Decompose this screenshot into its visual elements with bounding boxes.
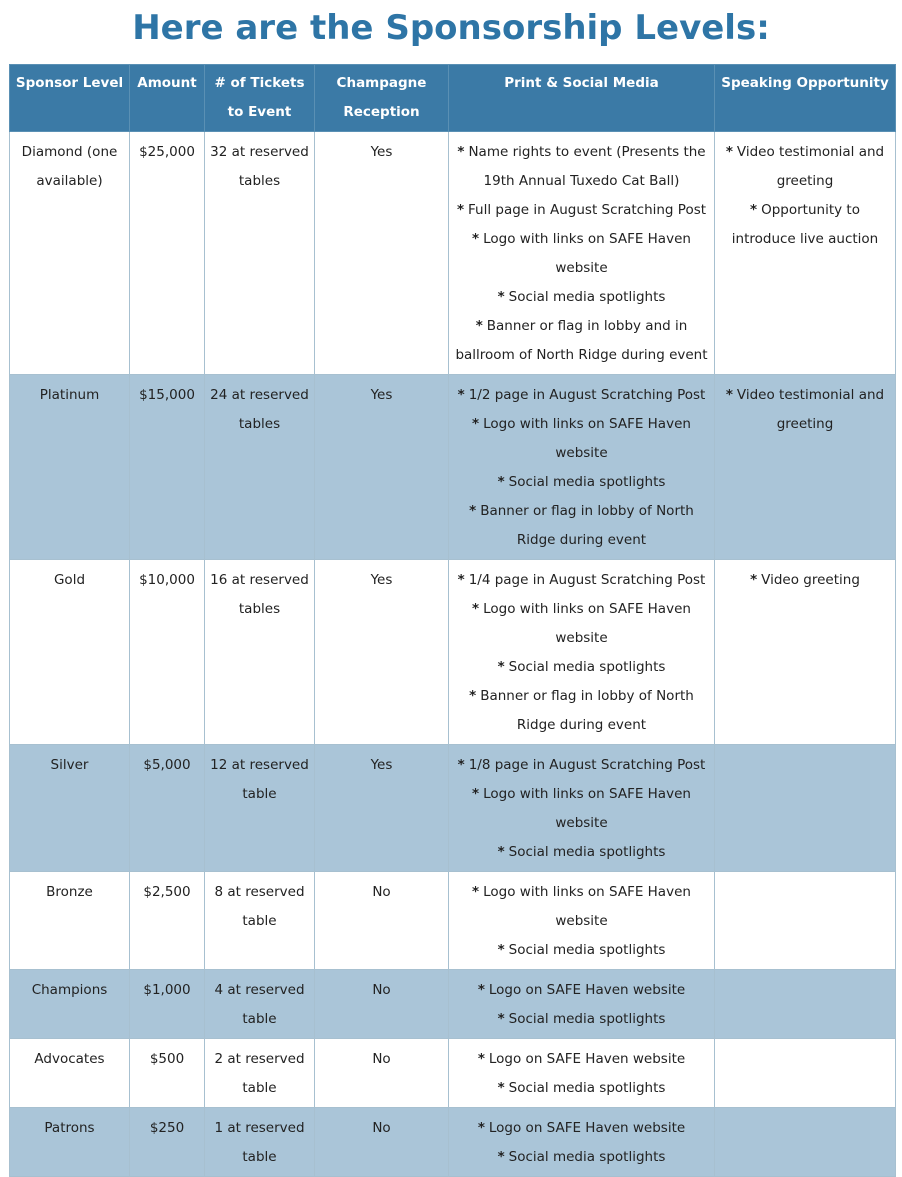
table-row — [10, 872, 896, 970]
speaking-item-text: Video testimonial and greeting — [736, 144, 885, 189]
print-social-media-cell — [449, 745, 715, 872]
media-item — [453, 381, 710, 410]
media-item-text: Logo on SAFE Haven website — [488, 1051, 686, 1067]
speaking-item-text: Video greeting — [761, 572, 860, 588]
bullet-star-icon: * — [457, 757, 465, 773]
champagne-reception-cell: No — [315, 1108, 449, 1177]
print-social-media-cell — [449, 872, 715, 970]
table-row — [10, 375, 896, 560]
print-social-media-cell — [449, 560, 715, 745]
speaking-item — [719, 196, 891, 254]
tickets-cell: 8 at reserved table — [205, 872, 315, 970]
bullet-star-icon: * — [497, 1080, 505, 1096]
media-item — [453, 682, 710, 740]
tickets-cell: 4 at reserved table — [205, 970, 315, 1039]
column-header: Amount — [130, 65, 205, 132]
amount-cell: $10,000 — [130, 560, 205, 745]
sponsor-level-cell: Patrons — [10, 1108, 130, 1177]
speaking-item-text: Opportunity to introduce live auction — [731, 202, 879, 247]
champagne-reception-cell: Yes — [315, 745, 449, 872]
amount-cell: $25,000 — [130, 132, 205, 375]
media-item-text: Full page in August Scratching Post — [468, 202, 707, 218]
media-item-text: Logo on SAFE Haven website — [488, 982, 686, 998]
media-item-text: Name rights to event (Presents the 19th Annual Tuxedo Cat Ball) — [468, 144, 706, 189]
table-row — [10, 1039, 896, 1108]
amount-cell: $5,000 — [130, 745, 205, 872]
table-row — [10, 970, 896, 1039]
speaking-item — [719, 138, 891, 196]
media-item-text: 1/2 page in August Scratching Post — [468, 387, 706, 403]
sponsor-level-cell: Bronze — [10, 872, 130, 970]
bullet-star-icon: * — [456, 202, 465, 218]
speaking-item — [719, 566, 891, 595]
media-item-text: Logo with links on SAFE Haven website — [483, 786, 691, 831]
media-item — [453, 497, 710, 555]
media-item — [453, 653, 710, 682]
media-item — [453, 1143, 710, 1172]
media-item — [453, 225, 710, 283]
amount-cell: $15,000 — [130, 375, 205, 560]
media-item-text: Banner or flag in lobby of North Ridge during event — [480, 503, 694, 548]
sponsor-level-cell: Champions — [10, 970, 130, 1039]
media-item — [453, 838, 710, 867]
amount-cell: $2,500 — [130, 872, 205, 970]
tickets-cell: 1 at reserved table — [205, 1108, 315, 1177]
bullet-star-icon: * — [497, 942, 505, 958]
amount-cell: $250 — [130, 1108, 205, 1177]
media-item-text: Logo with links on SAFE Haven website — [483, 416, 691, 461]
bullet-star-icon: * — [457, 144, 465, 160]
media-item — [453, 410, 710, 468]
bullet-star-icon: * — [469, 688, 477, 704]
speaking-item — [719, 381, 891, 439]
champagne-reception-cell: No — [315, 872, 449, 970]
bullet-star-icon: * — [725, 144, 733, 160]
media-item — [453, 751, 710, 780]
sponsor-level-cell: Silver — [10, 745, 130, 872]
bullet-star-icon: * — [472, 416, 480, 432]
sponsor-level-cell: Diamond (one available) — [10, 132, 130, 375]
sponsor-level-cell: Gold — [10, 560, 130, 745]
bullet-star-icon: * — [469, 503, 477, 519]
bullet-star-icon: * — [750, 572, 758, 588]
page-title: Here are the Sponsorship Levels: — [132, 8, 770, 48]
table-row — [10, 132, 896, 375]
media-item — [453, 976, 710, 1005]
bullet-star-icon: * — [472, 601, 480, 617]
column-header: Speaking Opportunity — [715, 65, 896, 132]
tickets-cell: 24 at reserved tables — [205, 375, 315, 560]
speaking-opportunity-cell — [715, 872, 896, 970]
media-item — [453, 1114, 710, 1143]
amount-cell: $500 — [130, 1039, 205, 1108]
media-item — [453, 1074, 710, 1103]
speaking-item-text: Video testimonial and greeting — [736, 387, 885, 432]
champagne-reception-cell: Yes — [315, 132, 449, 375]
sponsor-level-cell: Platinum — [10, 375, 130, 560]
tickets-cell: 2 at reserved table — [205, 1039, 315, 1108]
amount-cell: $1,000 — [130, 970, 205, 1039]
bullet-star-icon: * — [497, 844, 505, 860]
media-item-text: Social media spotlights — [508, 659, 666, 675]
print-social-media-cell — [449, 375, 715, 560]
media-item — [453, 1045, 710, 1074]
media-item — [453, 196, 710, 225]
speaking-opportunity-cell — [715, 1108, 896, 1177]
column-header: Champagne Reception — [315, 65, 449, 132]
media-item-text: Social media spotlights — [508, 1011, 666, 1027]
bullet-star-icon: * — [477, 1120, 485, 1136]
table-row — [10, 1108, 896, 1177]
bullet-star-icon: * — [472, 231, 480, 247]
speaking-opportunity-cell — [715, 970, 896, 1039]
media-item — [453, 138, 710, 196]
media-item-text: Social media spotlights — [508, 1149, 666, 1165]
bullet-star-icon: * — [477, 982, 485, 998]
media-item — [453, 283, 710, 312]
tickets-cell: 32 at reserved tables — [205, 132, 315, 375]
print-social-media-cell — [449, 1039, 715, 1108]
media-item-text: Social media spotlights — [508, 844, 666, 860]
media-item-text: Banner or flag in lobby and in ballroom of North Ridge during event — [455, 318, 708, 363]
champagne-reception-cell: Yes — [315, 560, 449, 745]
bullet-star-icon: * — [497, 289, 505, 305]
bullet-star-icon: * — [475, 318, 483, 334]
bullet-star-icon: * — [472, 884, 480, 900]
speaking-opportunity-cell — [715, 375, 896, 560]
media-item-text: 1/4 page in August Scratching Post — [468, 572, 706, 588]
media-item-text: 1/8 page in August Scratching Post — [468, 757, 706, 773]
sponsorship-table — [9, 64, 896, 1177]
bullet-star-icon: * — [457, 387, 465, 403]
bullet-star-icon: * — [497, 1011, 505, 1027]
media-item-text: Social media spotlights — [508, 942, 666, 958]
table-body — [10, 132, 896, 1177]
column-header: # of Tickets to Event — [205, 65, 315, 132]
sponsor-level-cell: Advocates — [10, 1039, 130, 1108]
media-item-text: Logo on SAFE Haven website — [488, 1120, 686, 1136]
media-item-text: Banner or flag in lobby of North Ridge during event — [480, 688, 694, 733]
media-item — [453, 878, 710, 936]
bullet-star-icon: * — [497, 1149, 505, 1165]
bullet-star-icon: * — [477, 1051, 485, 1067]
bullet-star-icon: * — [472, 786, 480, 802]
champagne-reception-cell: Yes — [315, 375, 449, 560]
bullet-star-icon: * — [497, 659, 505, 675]
media-item — [453, 936, 710, 965]
print-social-media-cell — [449, 132, 715, 375]
media-item — [453, 1005, 710, 1034]
bullet-star-icon: * — [457, 572, 465, 588]
speaking-opportunity-cell — [715, 132, 896, 375]
media-item-text: Social media spotlights — [508, 1080, 666, 1096]
bullet-star-icon: * — [750, 202, 758, 218]
bullet-star-icon: * — [725, 387, 733, 403]
champagne-reception-cell: No — [315, 1039, 449, 1108]
media-item-text: Social media spotlights — [508, 289, 666, 305]
speaking-opportunity-cell — [715, 1039, 896, 1108]
media-item — [453, 566, 710, 595]
media-item — [453, 312, 710, 370]
media-item-text: Social media spotlights — [508, 474, 666, 490]
champagne-reception-cell: No — [315, 970, 449, 1039]
tickets-cell: 16 at reserved tables — [205, 560, 315, 745]
table-row — [10, 745, 896, 872]
media-item — [453, 780, 710, 838]
media-item-text: Logo with links on SAFE Haven website — [483, 884, 691, 929]
media-item — [453, 468, 710, 497]
table-header-row — [10, 65, 896, 132]
print-social-media-cell — [449, 1108, 715, 1177]
speaking-opportunity-cell — [715, 745, 896, 872]
media-item-text: Logo with links on SAFE Haven website — [483, 601, 691, 646]
media-item-text: Logo with links on SAFE Haven website — [483, 231, 691, 276]
column-header: Sponsor Level — [10, 65, 130, 132]
speaking-opportunity-cell — [715, 560, 896, 745]
table-row — [10, 560, 896, 745]
tickets-cell: 12 at reserved table — [205, 745, 315, 872]
print-social-media-cell — [449, 970, 715, 1039]
media-item — [453, 595, 710, 653]
bullet-star-icon: * — [497, 474, 505, 490]
column-header: Print & Social Media — [449, 65, 715, 132]
